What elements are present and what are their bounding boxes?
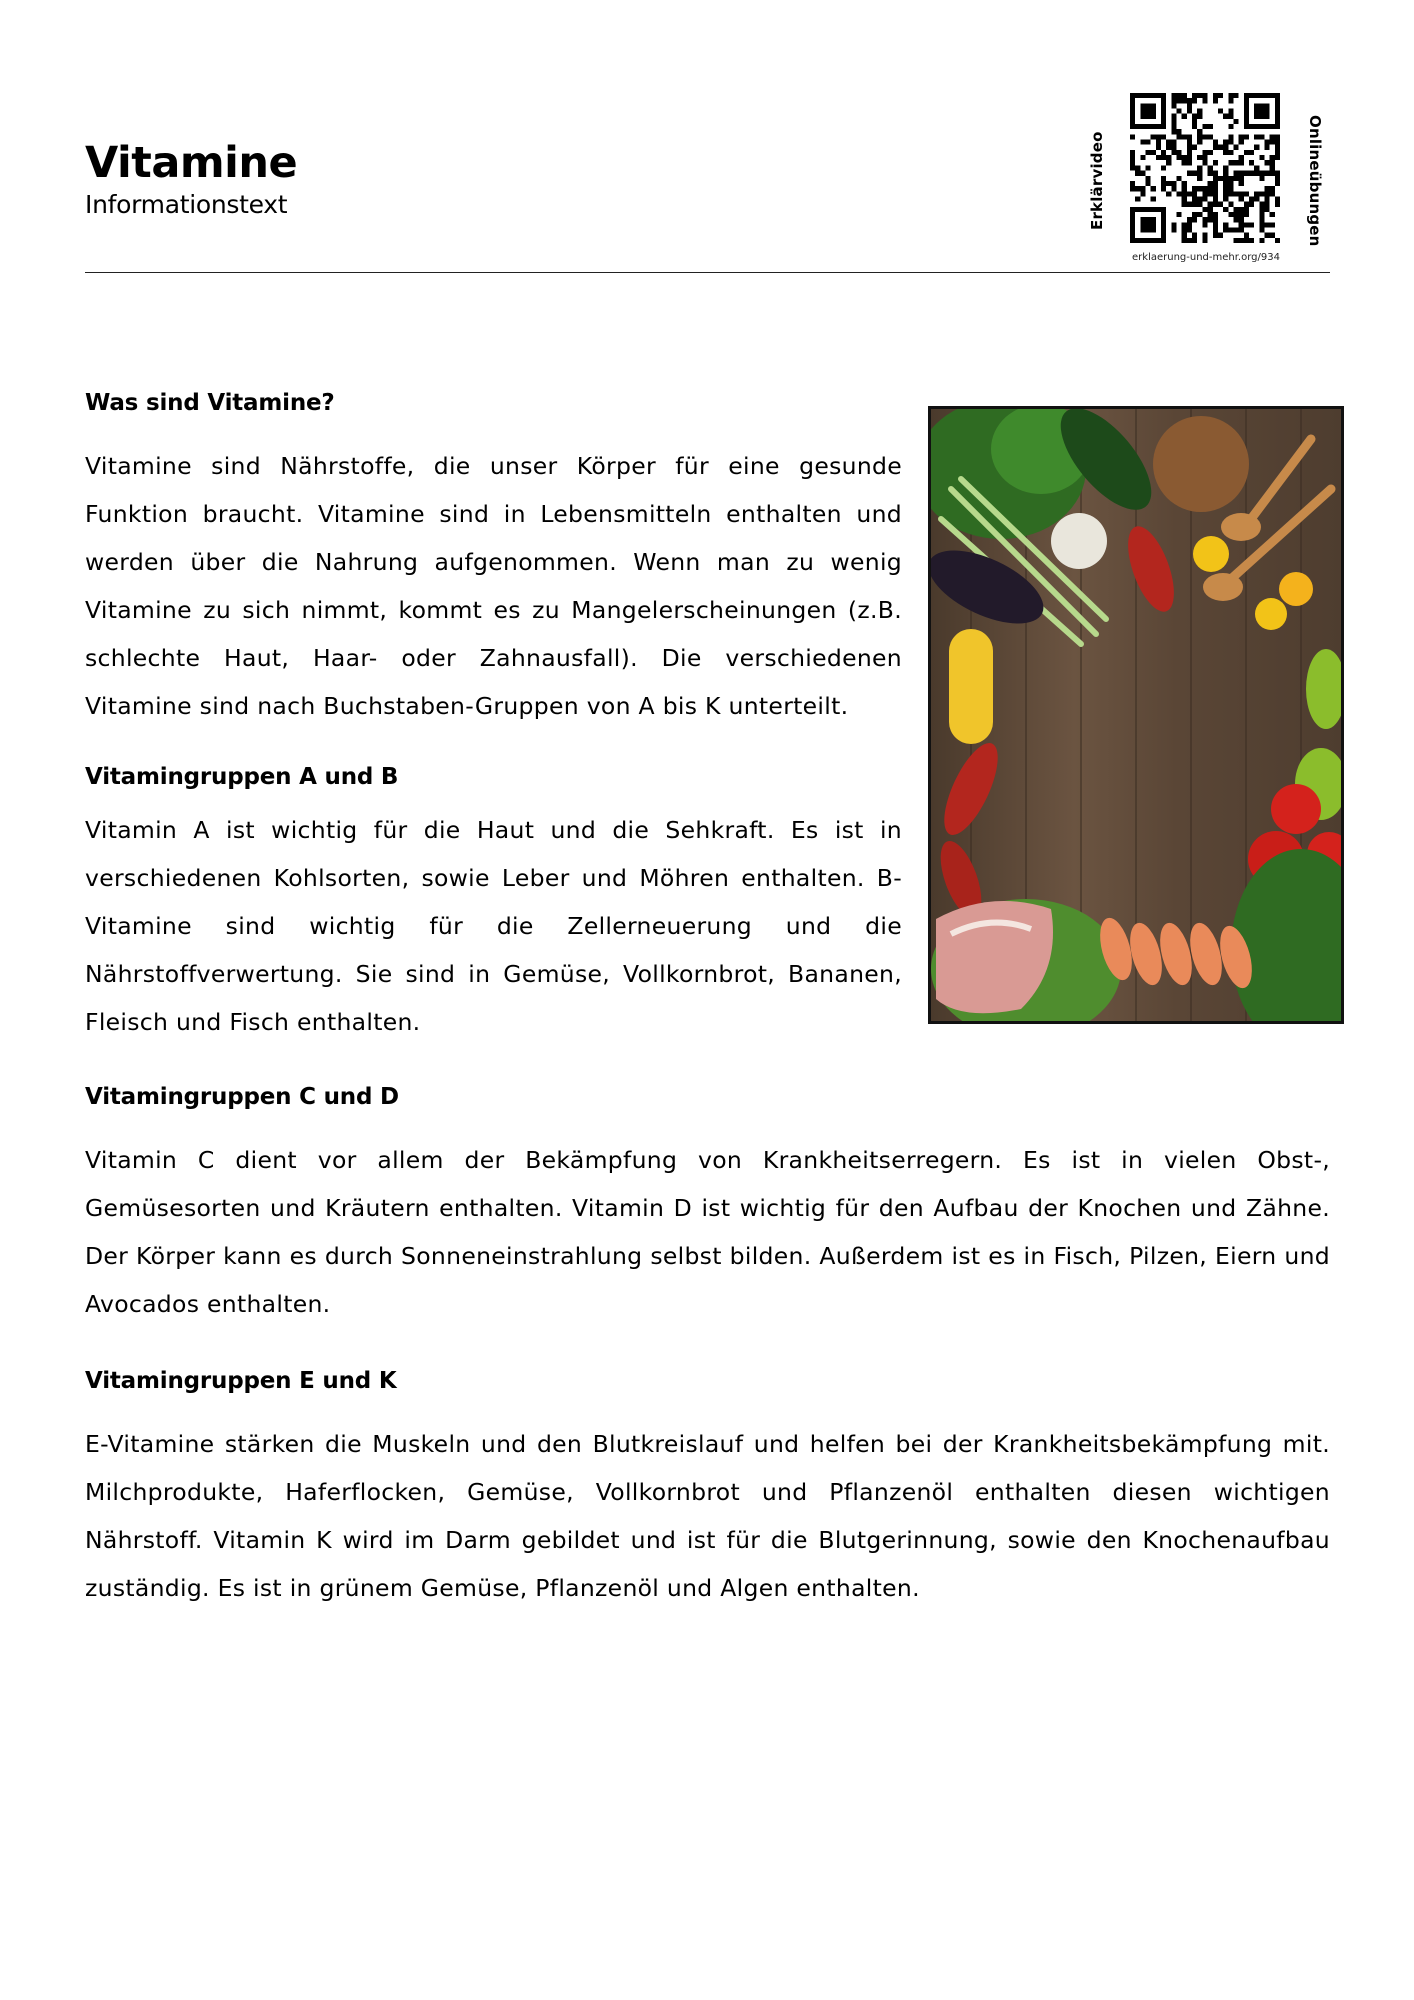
qr-video-label: Erklärvideo <box>1088 131 1106 230</box>
qr-url: erklaerung-und-mehr.org/934 <box>1132 252 1280 263</box>
section-text-ab: Vitamin A ist wichtig für die Haut und die Sehkraft. Es ist in verschiedenen Kohlsorten, sowie Leber und Möhren enthalten. B-Vitamine sind wichtig für die Zellerneuerung und die Nährstoffverwertung. Sie sind in Gemüse, Vollkornbrot, Bananen, Fleisch und Fisch enthalten. <box>85 816 902 1036</box>
page-title: Vitamine <box>85 138 298 188</box>
vegetables-photo <box>928 406 1344 1024</box>
page-subtitle: Informationstext <box>85 190 288 219</box>
section-heading-ab: Vitamingruppen A und B <box>85 764 399 790</box>
section-heading-ek: Vitamingruppen E und K <box>85 1368 397 1394</box>
section-heading-intro: Was sind Vitamine? <box>85 390 335 416</box>
section-text-cd: Vitamin C dient vor allem der Bekämpfung von Krankheitserregern. Es ist in vielen Obst-, Gemüsesorten und Kräutern enthalten. Vitamin D ist wichtig für den Aufbau der Knochen und Zähne. Der Körper kann es durch Sonneneinstrahlung selbst bilden. Außerdem ist es in Fisch, Pilzen, Eiern und Avocados enthalten. <box>85 1146 1330 1318</box>
section-heading-cd: Vitamingruppen C und D <box>85 1084 399 1110</box>
qr-exercises-label: Onlineübungen <box>1306 114 1324 247</box>
header-divider <box>85 272 1330 273</box>
section-text-intro: Vitamine sind Nährstoffe, die unser Körper für eine gesunde Funktion braucht. Vitamine sind in Lebensmitteln enthalten und werden über die Nahrung aufgenommen. Wenn man zu wenig Vitamine zu sich nimmt, kommt es zu Mangelerscheinungen (z.B. schlechte Haut, Haar- oder Zahnausfall). Die verschiedenen Vitamine sind nach Buchstaben-Gruppen von A bis K unterteilt. <box>85 452 902 720</box>
section-text-ek: E-Vitamine stärken die Muskeln und den Blutkreislauf und helfen bei der Krankheitsbekämpfung mit. Milchprodukte, Haferflocken, Gemüse, Vollkornbrot und Pflanzenöl enthalten diesen wichtigen Nährstoff. Vitamin K wird im Darm gebildet und ist für die Blutgerinnung, sowie den Knochenaufbau zuständig. Es ist in grünem Gemüse, Pflanzenöl und Algen enthalten. <box>85 1430 1330 1602</box>
qr-code-icon[interactable] <box>1130 93 1280 243</box>
